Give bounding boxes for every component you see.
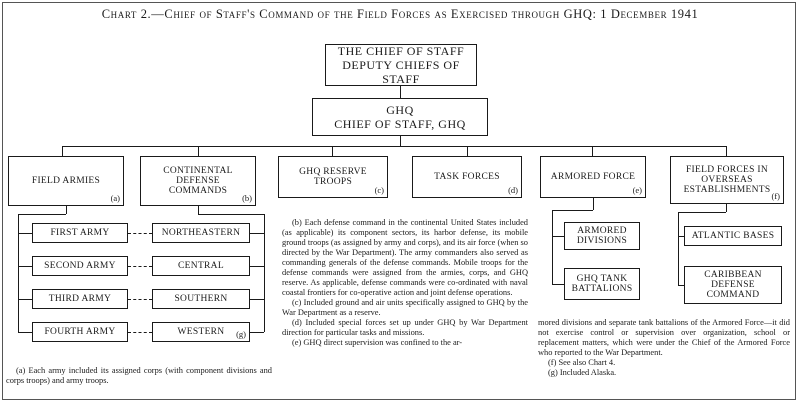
northeastern-box [152, 223, 250, 243]
note-b-text: (b) Each defense command in the continental United States included (as applicable) its component sectors, its harbor defense, its mobile ground troops (as assigned by army and corps), and its air force (when so directed by the War Department). The army commanders also served as commanding generals of the defense commands. Mobile troops for the defense commands were assigned from the armies, corps, and GHQ reserve. As applicable, defense commands were co-ordinated with naval coastal frontiers for co-operative action and joint defense operations. [282, 218, 528, 297]
ghq-reserve-box [278, 156, 388, 198]
continental-defense-label: CONTINENTAL DEFENSE COMMANDS [163, 166, 233, 196]
connector [198, 214, 264, 215]
note-e-tag: (e) [632, 185, 642, 195]
caribbean-defense-label: CARIBBEAN DEFENSE COMMAND [704, 270, 762, 300]
atlantic-bases-box [684, 226, 782, 246]
dashed-link [128, 266, 152, 267]
second-army-label: SECOND ARMY [44, 261, 116, 271]
note-g-tag: (g) [236, 329, 246, 339]
first-army-label: FIRST ARMY [50, 228, 110, 238]
note-c-tag: (c) [374, 185, 384, 195]
deputy-chiefs-label: DEPUTY CHIEFS OF STAFF [342, 58, 460, 86]
armies-spine [18, 214, 19, 332]
connector [18, 266, 32, 267]
connector [18, 214, 66, 215]
connector [66, 206, 67, 214]
defense-spine [264, 214, 265, 332]
field-armies-label: FIELD ARMIES [31, 176, 101, 186]
connector [18, 299, 32, 300]
note-d-text: (d) Included special forces set up under GHQ by War Department direction for particular tasks and missions. [282, 318, 528, 337]
connector [726, 204, 727, 212]
task-forces-box [412, 156, 522, 198]
chart-title: Chart 2.—Chief of Staff's Command of the Field Forces as Exercised through GHQ: 1 December 1941 [101, 7, 699, 21]
overseas-label: FIELD FORCES IN OVERSEAS ESTABLISHMENTS [683, 165, 771, 195]
note-a-text: (a) Each army included its assigned corps (with component divisions and corps troops) and army troops. [6, 366, 272, 385]
note-d-tag: (d) [508, 185, 518, 195]
central-label: CENTRAL [178, 261, 224, 271]
overseas-box [670, 156, 784, 204]
atlantic-bases-label: ATLANTIC BASES [691, 231, 775, 241]
connector [18, 233, 32, 234]
ghq-tank-battalions-label: GHQ TANK BATTALIONS [571, 274, 633, 294]
connector [250, 266, 264, 267]
notes-b-to-e [282, 218, 528, 348]
armored-force-label: ARMORED FORCE [550, 172, 636, 182]
third-army-label: THIRD ARMY [48, 294, 112, 304]
connector [198, 206, 199, 214]
note-e-text: (e) GHQ direct supervision was confined to the ar- [292, 338, 463, 347]
caribbean-defense-box [684, 266, 782, 304]
connector [18, 332, 32, 333]
fourth-army-box [32, 322, 128, 342]
note-g-text: (g) Included Alaska. [548, 368, 617, 377]
southern-label: SOUTHERN [174, 294, 228, 304]
connector [678, 212, 726, 213]
continental-defense-box [140, 156, 256, 206]
connector [552, 284, 564, 285]
dashed-link [128, 332, 152, 333]
central-box [152, 256, 250, 276]
distribution-line [62, 146, 726, 147]
fourth-army-label: FOURTH ARMY [44, 327, 116, 337]
ghq-label: GHQ [386, 103, 414, 117]
connector [62, 146, 63, 156]
connector [593, 198, 594, 210]
armored-spine [552, 210, 553, 284]
connector [552, 210, 593, 211]
connector [250, 299, 264, 300]
connector [400, 136, 401, 146]
note-f-tag: (f) [771, 191, 780, 201]
dashed-link [128, 233, 152, 234]
ghq-chief-label: CHIEF OF STAFF, GHQ [334, 117, 466, 131]
note-a-tag: (a) [110, 193, 120, 203]
chief-of-staff-label: THE CHIEF OF STAFF [337, 44, 465, 58]
connector [400, 86, 401, 98]
dashed-link [128, 299, 152, 300]
armored-force-box [540, 156, 646, 198]
connector [250, 332, 264, 333]
connector [592, 146, 593, 156]
connector [467, 146, 468, 156]
first-army-box [32, 223, 128, 243]
note-c-text: (c) Included ground and air units specifically assigned to GHQ by the War Department as a reserve. [282, 298, 528, 317]
chief-of-staff-box [325, 44, 477, 86]
field-armies-box [8, 156, 124, 206]
connector [332, 146, 333, 156]
note-b-tag: (b) [242, 193, 252, 203]
northeastern-label: NORTHEASTERN [161, 228, 241, 238]
overseas-spine [678, 212, 679, 285]
ghq-tank-battalions-box [564, 268, 640, 300]
armored-divisions-label: ARMORED DIVISIONS [576, 226, 628, 246]
connector [552, 236, 564, 237]
note-a [6, 366, 272, 386]
note-f-text: (f) See also Chart 4. [548, 358, 616, 367]
connector [726, 146, 727, 156]
task-forces-label: TASK FORCES [434, 172, 500, 182]
southern-box [152, 289, 250, 309]
third-army-box [32, 289, 128, 309]
connector [250, 233, 264, 234]
western-box [152, 322, 250, 342]
ghq-reserve-label: GHQ RESERVE TROOPS [299, 167, 367, 187]
ghq-box [312, 98, 488, 136]
note-e-continued-text: mored divisions and separate tank battalions of the Armored Force—it did not exercise control or supervision over organization, school or replacement matters, which were under the Chief of the Armored Force who reported to the War Department. [538, 318, 790, 357]
western-label: WESTERN [177, 327, 225, 337]
second-army-box [32, 256, 128, 276]
armored-divisions-box [564, 222, 640, 250]
connector [198, 146, 199, 156]
notes-e-to-g [538, 318, 790, 378]
